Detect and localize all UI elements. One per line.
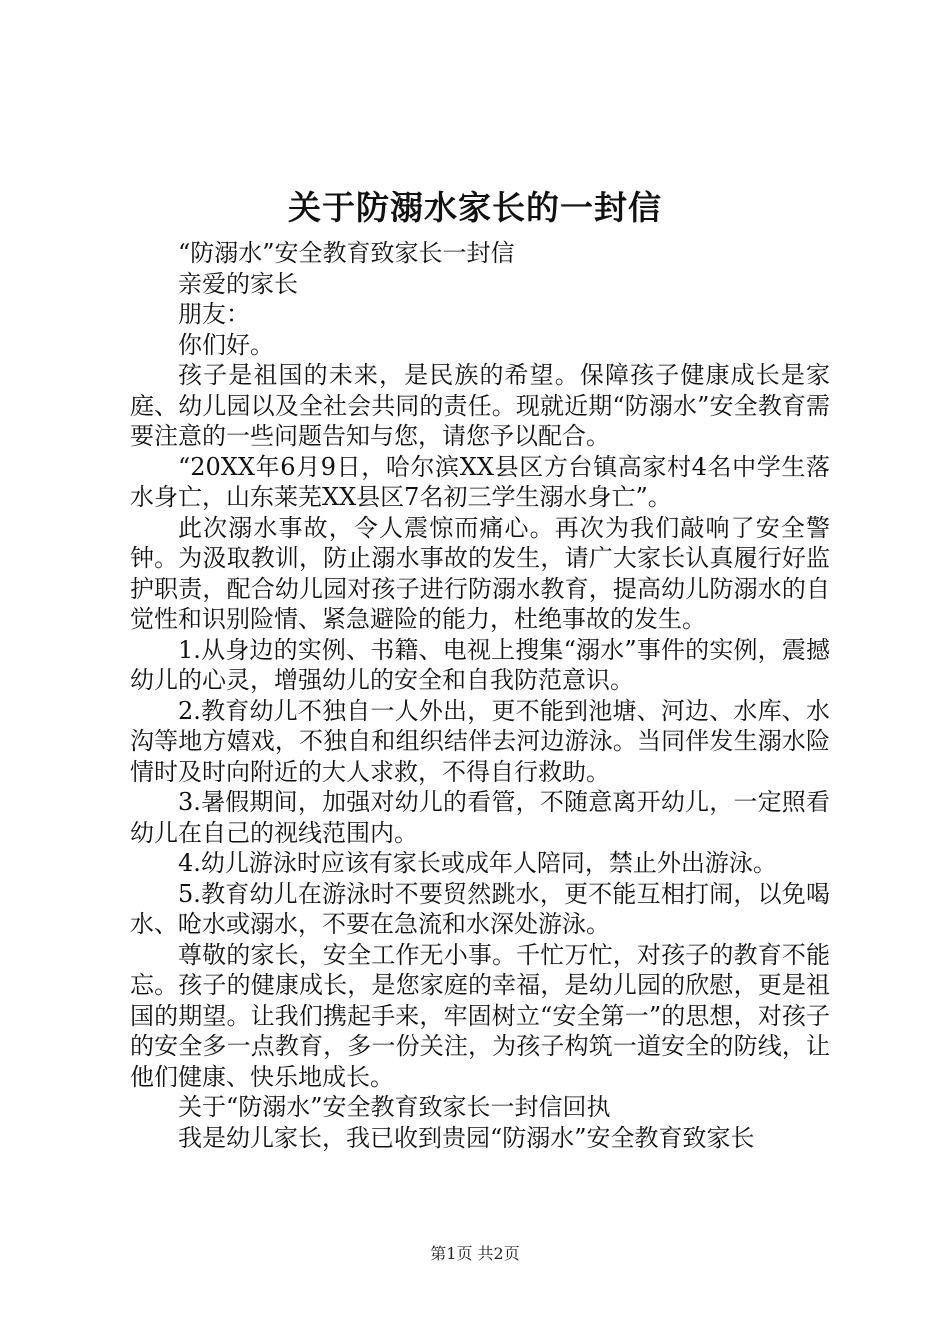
paragraph-intro: 孩子是祖国的未来，是民族的希望。保障孩子健康成长是家庭、幼儿园以及全社会共同的责任。现就近期“防溺水”安全教育需要注意的一些问题告知与您，请您予以配合。 [130,361,830,450]
paragraph-subtitle: “防溺水”安全教育致家长一封信 [178,239,515,267]
paragraph-warning: 此次溺水事故，令人震惊而痛心。再次为我们敲响了安全警钟。为汲取教训，防止溺水事故的发生，请广大家长认真履行好监护职责，配合幼儿园对孩子进行防溺水教育，提高幼儿防溺水的自觉性和识别险情、紧急避险的能力，杜绝事故的发生。 [130,513,830,633]
paragraph-salutation-cont: 朋友： [178,300,250,328]
paragraph-receipt-body: 我是幼儿家长，我已收到贵园“防溺水”安全教育致家长 [178,1123,755,1152]
paragraph-item-4: 4.幼儿游泳时应该有家长或成年人陪同，禁止外出游泳。 [178,849,777,877]
paragraph-receipt-title: 关于“防溺水”安全教育致家长一封信回执 [178,1093,611,1121]
paragraph-greeting: 你们好。 [178,330,274,359]
paragraph-news: “20XX年6月9日，哈尔滨XX县区方台镇高家村4名中学生落水身亡，山东莱芜XX县区7名初三学生溺水身亡”。 [130,452,830,511]
paragraph-item-2: 2.教育幼儿不独自一人外出，更不能到池塘、河边、水库、水沟等地方嬉戏，不独自和组织结伴去河边游泳。当同伴发生溺水险情时及时向附近的大人求救，不得自行救助。 [130,696,830,786]
page-footer: 第1页 共2页 [430,1244,520,1263]
document-body [130,238,830,1153]
paragraph-item-5: 5.教育幼儿在游泳时不要贸然跳水，更不能互相打闹，以免喝水、呛水或溺水，不要在急流和水深处游泳。 [130,879,830,938]
paragraph-salutation: 亲爱的家长 [178,269,298,298]
document-title: 关于防溺水家长的一封信 [288,188,662,227]
paragraph-item-3: 3.暑假期间，加强对幼儿的看管，不随意离开幼儿，一定照看幼儿在自己的视线范围内。 [130,788,830,847]
paragraph-item-1: 1.从身边的实例、书籍、电视上搜集“溺水”事件的实例，震撼幼儿的心灵，增强幼儿的安全和自我防范意识。 [130,635,830,694]
paragraph-closing: 尊敬的家长，安全工作无小事。千忙万忙，对孩子的教育不能忘。孩子的健康成长，是您家庭的幸福，是幼儿园的欣慰，更是祖国的期望。让我们携起手来，牢固树立“安全第一”的思想，对孩子的安全多一点教育，多一份关注，为孩子构筑一道安全的防线，让他们健康、快乐地成长。 [130,940,830,1091]
